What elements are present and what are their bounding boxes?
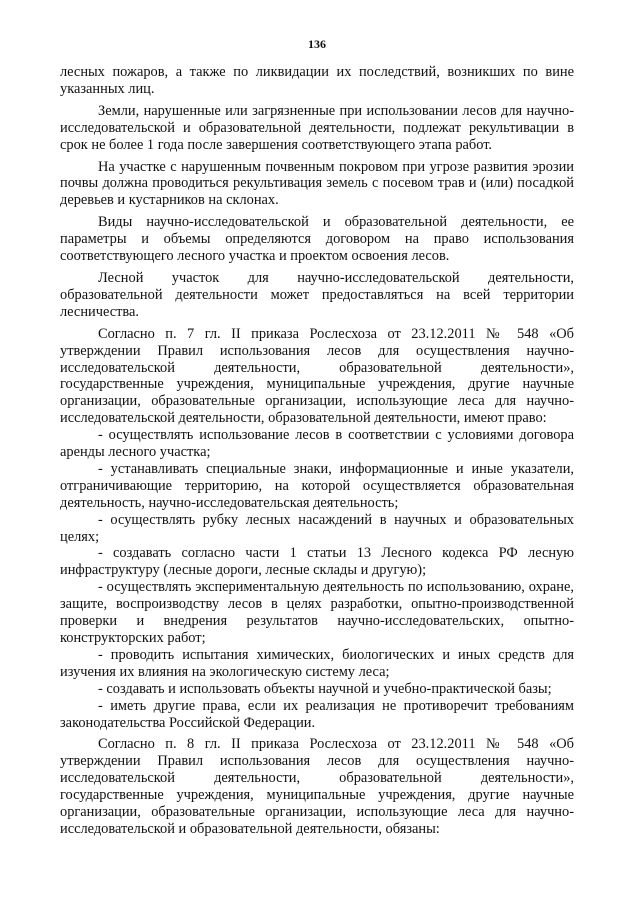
list-item: - осуществлять использование лесов в соответствии с условиями договора аренды лесного участка; xyxy=(60,427,574,461)
list-item: - осуществлять рубку лесных насаждений в научных и образовательных целях; xyxy=(60,511,574,545)
paragraph-continuation: лесных пожаров, а также по ликвидации их последствий, возникших по вине указанных лиц. xyxy=(60,64,574,97)
list-item: - проводить испытания химических, биологических и иных средств для изучения их влияния на экологическую систему леса; xyxy=(60,646,574,680)
paragraph-obligations-intro: Согласно п. 8 гл. II приказа Рослесхоза от 23.12.2011 № 548 «Об утверждении Правил использования лесов для осуществления научно-исследовательской деятельности, образовательной деятельности», государственные учреждения, муниципальные учреждения, другие научные организации, образовательные организации, использующие леса для научно-исследовательской и образовательной деятельности, обязаны: xyxy=(60,736,574,837)
paragraph-forest-plot: Лесной участок для научно-исследовательской деятельности, образовательной деятельности может предоставляться на всей территории лесничества. xyxy=(60,269,574,320)
list-item: - иметь другие права, если их реализация не противоречит требованиям законодательства Российской Федерации. xyxy=(60,697,574,731)
paragraph-erosion: На участке с нарушенным почвенным покровом при угрозе развития эрозии почвы должна проводиться рекультивация земель с посевом трав и (или) посадкой деревьев и кустарников на склонах. xyxy=(60,158,574,209)
list-item: - осуществлять экспериментальную деятельность по использованию, охране, защите, воспроизводству лесов в целях разработки, опытно-производственной проверки и внедрения результатов научно-исследовательских, опытно-конструкторских работ; xyxy=(60,579,574,646)
list-item: - создавать согласно части 1 статьи 13 Лесного кодекса РФ лесную инфраструктуру (лесные дороги, лесные склады и другую); xyxy=(60,545,574,579)
body-text xyxy=(60,64,574,838)
list-item: - создавать и использовать объекты научной и учебно-практической базы; xyxy=(98,680,552,697)
paragraph-land-recultivation: Земли, нарушенные или загрязненные при использовании лесов для научно-исследовательской и образовательной деятельности, подлежат рекультивации в срок не более 1 года после завершения соответствующего этапа работ. xyxy=(60,102,574,153)
list-item: - устанавливать специальные знаки, информационные и иные указатели, отграничивающие территорию, на которой осуществляется образовательная деятельность, научно-исследовательская деятельность; xyxy=(60,460,574,511)
paragraph-rights-intro: Согласно п. 7 гл. II приказа Рослесхоза от 23.12.2011 № 548 «Об утверждении Правил использования лесов для осуществления научно-исследовательской деятельности, образовательной деятельности», государственные учреждения, муниципальные учреждения, другие научные организации, образовательные организации, использующие леса для научно-исследовательской деятельности, образовательной деятельности, имеют право: xyxy=(60,325,574,427)
paragraph-activity-types: Виды научно-исследовательской и образовательной деятельности, ее параметры и объемы определяются договором на право использования соответствующего лесного участка и проектом освоения лесов. xyxy=(60,214,574,265)
page-number: 136 xyxy=(308,37,326,51)
